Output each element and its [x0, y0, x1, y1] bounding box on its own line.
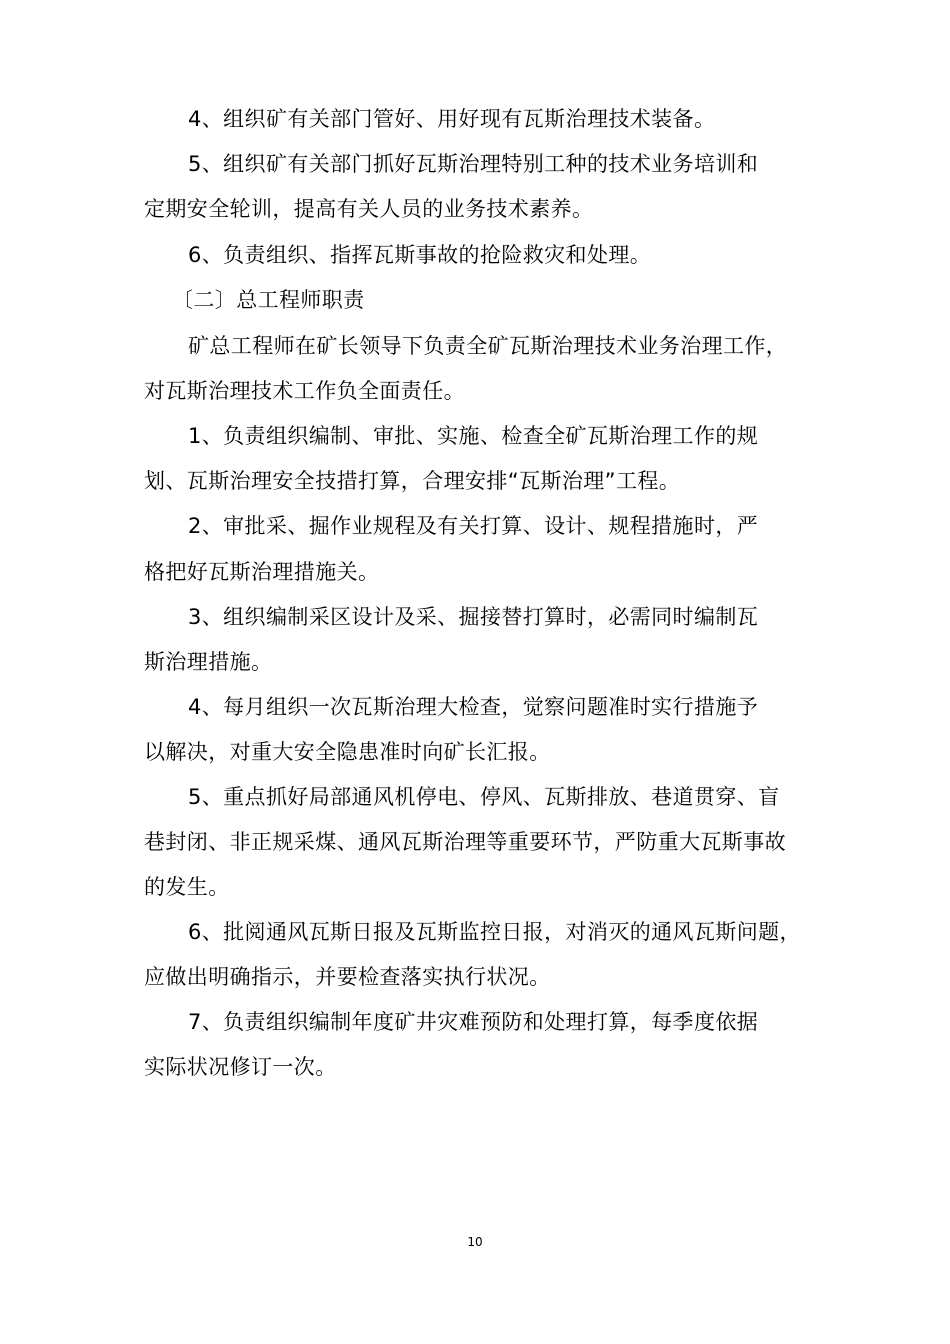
paragraph-line: 划、瓦斯治理安全技措打算，合理安排“瓦斯治理”工程。 [144, 469, 681, 493]
paragraph-line: 5、组织矿有关部门抓好瓦斯治理特别工种的技术业务培训和 [188, 152, 759, 176]
paragraph-line: 3、组织编制采区设计及采、掘接替打算时，必需同时编制瓦 [188, 605, 759, 629]
paragraph-line: 2、审批采、掘作业规程及有关打算、设计、规程措施时，严 [188, 514, 759, 538]
section-heading: 〔二〕总工程师职责 [172, 288, 365, 312]
paragraph-line: 4、每月组织一次瓦斯治理大检查，觉察问题准时实行措施予 [188, 695, 759, 719]
paragraph-line: 实际状况修订一次。 [144, 1055, 337, 1079]
paragraph-line: 定期安全轮训，提高有关人员的业务技术素养。 [144, 197, 594, 221]
paragraph-line: 斯治理措施。 [144, 650, 273, 674]
paragraph-line: 1、负责组织编制、审批、实施、检查全矿瓦斯治理工作的规 [188, 424, 759, 448]
paragraph-line: 以解决，对重大安全隐患准时向矿长汇报。 [144, 740, 551, 764]
page-number: 10 [467, 1235, 483, 1249]
paragraph-line: 6、批阅通风瓦斯日报及瓦斯监控日报，对消灭的通风瓦斯问题， [188, 920, 801, 944]
paragraph-line: 6、负责组织、指挥瓦斯事故的抢险救灾和处理。 [188, 243, 652, 267]
paragraph-line: 矿总工程师在矿长领导下负责全矿瓦斯治理技术业务治理工作， [188, 334, 788, 358]
paragraph-line: 格把好瓦斯治理措施关。 [144, 560, 380, 584]
paragraph-line: 的发生。 [144, 875, 230, 899]
paragraph-line: 巷封闭、非正规采煤、通风瓦斯治理等重要环节，严防重大瓦斯事故 [144, 830, 786, 854]
paragraph-line: 应做出明确指示，并要检查落实执行状况。 [144, 965, 551, 989]
paragraph-line: 4、组织矿有关部门管好、用好现有瓦斯治理技术装备。 [188, 107, 716, 131]
paragraph-line: 5、重点抓好局部通风机停电、停风、瓦斯排放、巷道贯穿、盲 [188, 785, 780, 809]
paragraph-line: 对瓦斯治理技术工作负全面责任。 [144, 379, 465, 403]
paragraph-line: 7、负责组织编制年度矿井灾难预防和处理打算，每季度依据 [188, 1010, 759, 1034]
